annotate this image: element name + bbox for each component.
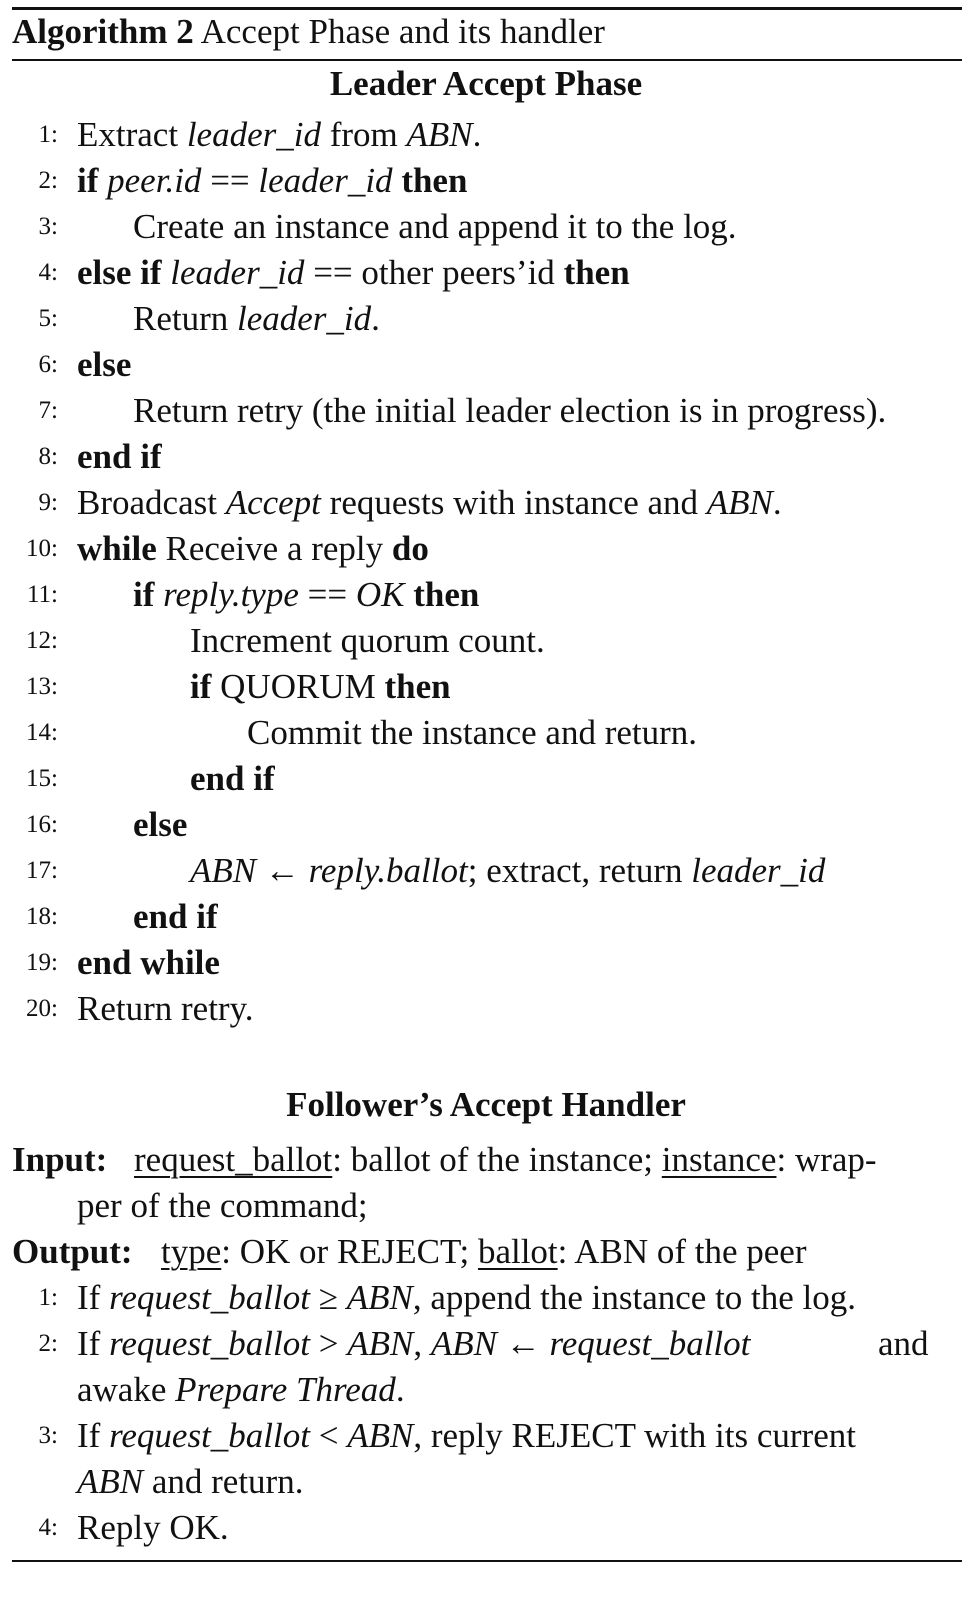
handler-step-cont: awake Prepare Thread. [77, 1370, 405, 1409]
leader-section-title: Leader Accept Phase [329, 64, 643, 103]
handler-step-cont: ABN and return. [77, 1462, 304, 1501]
top-rule [12, 7, 962, 10]
algorithm-caption [12, 12, 605, 52]
input-spec: Input: request_ballot: ballot of the instance; instance: wrap- [12, 1140, 877, 1179]
follower-section-title: Follower’s Accept Handler [286, 1085, 686, 1124]
output-spec: Output: type: OK or REJECT; ballot: ABN of the peer [12, 1232, 807, 1271]
caption-text: Accept Phase and its handler [200, 12, 605, 51]
caption-rule [12, 59, 962, 61]
bottom-rule [12, 1560, 962, 1562]
input-spec-cont: per of the command; [77, 1186, 368, 1225]
caption-label: Algorithm 2 [12, 12, 194, 51]
